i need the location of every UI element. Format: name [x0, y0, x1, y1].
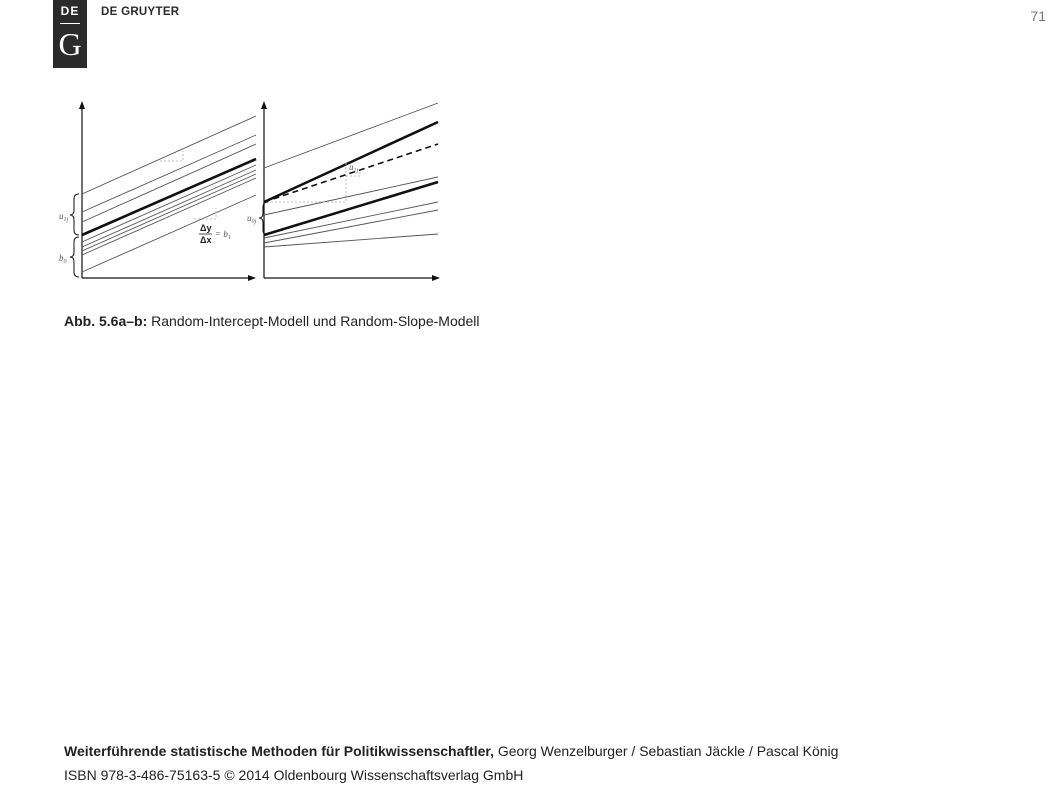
- left-brace-u1: [70, 194, 79, 235]
- left-label-u1: $u_{1j}$: [59, 211, 69, 223]
- figure-caption: [64, 313, 480, 329]
- left-line-1: [82, 116, 256, 194]
- caption-text: Random-Intercept-Modell und Random-Slope-Modell: [147, 313, 480, 329]
- slope-dy: Δy: [200, 223, 212, 233]
- logo-g-text: G: [58, 26, 82, 62]
- left-panel: [59, 101, 256, 281]
- left-line-4: [82, 165, 256, 242]
- page-number: 71: [1030, 8, 1046, 24]
- left-line-7: [82, 178, 256, 255]
- right-label-u1: $u_{1j}$: [349, 162, 359, 174]
- logo-divider: [60, 23, 80, 24]
- figure-5-6: [58, 95, 448, 295]
- footer-citation: [64, 743, 838, 759]
- footer-book-title: Weiterführende statistische Methoden für Politikwissenschaftler,: [64, 743, 494, 759]
- left-line-3: [82, 144, 256, 222]
- right-y-arrow: [261, 101, 267, 109]
- logo-de-text: DE: [60, 4, 80, 18]
- figure-svg: [58, 95, 448, 290]
- left-label-b0: $b_0$: [59, 253, 67, 265]
- right-line-1: [264, 103, 438, 168]
- right-line-5: [264, 234, 438, 247]
- right-label-u0: $u_{0j}$: [247, 213, 257, 225]
- publisher-logo: [53, 0, 87, 68]
- right-dashed-line: [264, 144, 438, 202]
- left-x-arrow: [248, 275, 256, 281]
- caption-label: Abb. 5.6a–b:: [64, 313, 148, 329]
- left-line-8: [82, 195, 256, 272]
- left-line-2: [82, 135, 256, 212]
- footer-isbn: ISBN 978-3-486-75163-5 © 2014 Oldenbourg Wissenschaftsverlag GmbH: [64, 767, 524, 783]
- slope-equals-b1: = $b_1$: [215, 229, 231, 241]
- left-slope-triangle-top: [160, 151, 183, 161]
- footer-authors: Georg Wenzelburger / Sebastian Jäckle / Pascal König: [493, 743, 839, 759]
- right-x-arrow: [432, 275, 440, 281]
- left-mean-line: [82, 159, 256, 235]
- slope-dx: Δx: [200, 235, 212, 245]
- right-panel: [247, 101, 440, 281]
- left-y-arrow: [79, 101, 85, 109]
- publisher-name: DE GRUYTER: [101, 6, 180, 18]
- left-brace-b0: [70, 237, 79, 277]
